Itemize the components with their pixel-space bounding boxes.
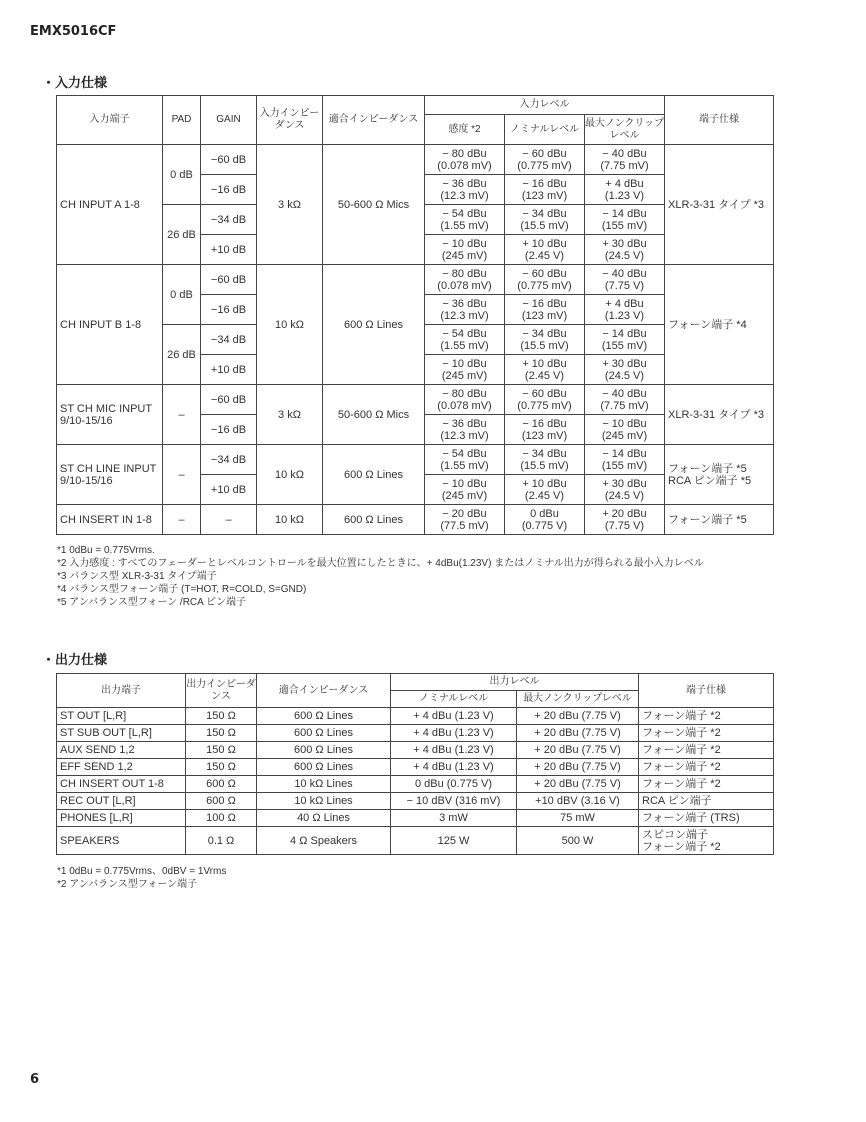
note: *1 0dBu = 0.775Vrms、0dBV = 1Vrms	[57, 866, 227, 877]
nominal-cell: + 10 dBu (2.45 V)	[505, 235, 585, 265]
nominal-cell: + 10 dBu (2.45 V)	[505, 475, 585, 505]
max-cell: − 14 dBu (155 mV)	[585, 205, 665, 235]
nominal-level: − 10 dBV (316 mV)	[391, 793, 517, 810]
table-row	[57, 445, 774, 475]
header-pad: PAD	[163, 96, 201, 145]
max-cell: + 30 dBu (24.5 V)	[585, 475, 665, 505]
suitable-impedance: 10 kΩ Lines	[257, 776, 391, 793]
header-output-terminal: 出力端子	[57, 674, 186, 708]
gain-value: +10 dB	[201, 475, 257, 505]
output-spec-table	[56, 673, 774, 855]
sensitivity-cell: − 80 dBu (0.078 mV)	[425, 265, 505, 295]
output-name: PHONES [L,R]	[57, 810, 186, 827]
max-cell: − 10 dBu (245 mV)	[585, 415, 665, 445]
impedance-value: 3 kΩ	[257, 145, 323, 265]
suitable-impedance: 600 Ω Lines	[257, 725, 391, 742]
connector: フォーン端子 *2	[639, 708, 774, 725]
sensitivity-cell: − 10 dBu (245 mV)	[425, 235, 505, 265]
nominal-level: 125 W	[391, 827, 517, 855]
output-impedance: 150 Ω	[186, 708, 257, 725]
header-output-impedance: 出力インピーダンス	[186, 674, 257, 708]
gain-value: −16 dB	[201, 415, 257, 445]
max-cell: + 30 dBu (24.5 V)	[585, 235, 665, 265]
header-suitable-impedance: 適合インピーダンス	[323, 96, 425, 145]
max-level: + 20 dBu (7.75 V)	[517, 742, 639, 759]
output-section-title: ・出力仕様	[42, 653, 108, 668]
impedance-value: 10 kΩ	[257, 445, 323, 505]
terminal-name: CH INPUT A 1-8	[57, 145, 163, 265]
nominal-cell: − 60 dBu (0.775 mV)	[505, 145, 585, 175]
max-level: + 20 dBu (7.75 V)	[517, 759, 639, 776]
table-row	[57, 810, 774, 827]
nominal-level: + 4 dBu (1.23 V)	[391, 725, 517, 742]
connector: RCA ピン端子	[639, 793, 774, 810]
header-nominal: ノミナルレベル	[391, 691, 517, 708]
table-row	[57, 793, 774, 810]
sensitivity-cell: − 54 dBu (1.55 mV)	[425, 445, 505, 475]
connector: フォーン端子 *2	[639, 742, 774, 759]
table-row	[57, 385, 774, 415]
gain-value: −34 dB	[201, 445, 257, 475]
terminal-name: ST CH LINE INPUT 9/10-15/16	[57, 445, 163, 505]
gain-value: −60 dB	[201, 265, 257, 295]
suitable-impedance-value: 600 Ω Lines	[323, 505, 425, 535]
input-section-title: ・入力仕様	[42, 76, 108, 91]
nominal-cell: + 10 dBu (2.45 V)	[505, 355, 585, 385]
max-level: + 20 dBu (7.75 V)	[517, 725, 639, 742]
model-name: EMX5016CF	[30, 24, 117, 39]
header-connector: 端子仕様	[665, 96, 774, 145]
header-nominal: ノミナルレベル	[505, 115, 585, 145]
gain-value: –	[201, 505, 257, 535]
connector-value: フォーン端子 *4	[665, 265, 774, 385]
nominal-cell: − 34 dBu (15.5 mV)	[505, 445, 585, 475]
suitable-impedance: 40 Ω Lines	[257, 810, 391, 827]
max-level: 75 mW	[517, 810, 639, 827]
nominal-cell: − 16 dBu (123 mV)	[505, 295, 585, 325]
connector-value: フォーン端子 *5 RCA ピン端子 *5	[665, 445, 774, 505]
terminal-name: ST CH MIC INPUT 9/10-15/16	[57, 385, 163, 445]
note: *2 アンバランス型フォーン端子	[57, 879, 198, 890]
max-level: 500 W	[517, 827, 639, 855]
nominal-cell: − 34 dBu (15.5 mV)	[505, 205, 585, 235]
max-cell: − 40 dBu (7.75 V)	[585, 265, 665, 295]
pad-value: –	[163, 385, 201, 445]
note: *3 バランス型 XLR-3-31 タイプ端子	[57, 571, 217, 582]
nominal-cell: − 34 dBu (15.5 mV)	[505, 325, 585, 355]
max-level: + 20 dBu (7.75 V)	[517, 776, 639, 793]
connector: スピコン端子 フォーン端子 *2	[639, 827, 774, 855]
pad-value: 26 dB	[163, 205, 201, 265]
note: *1 0dBu = 0.775Vrms.	[57, 545, 155, 556]
header-max-nonclip: 最大ノンクリップレベル	[585, 115, 665, 145]
sensitivity-cell: − 36 dBu (12.3 mV)	[425, 415, 505, 445]
pad-value: 26 dB	[163, 325, 201, 385]
output-impedance: 150 Ω	[186, 725, 257, 742]
sensitivity-cell: − 54 dBu (1.55 mV)	[425, 325, 505, 355]
impedance-value: 10 kΩ	[257, 505, 323, 535]
connector-value: XLR-3-31 タイプ *3	[665, 145, 774, 265]
nominal-level: + 4 dBu (1.23 V)	[391, 708, 517, 725]
nominal-cell: − 60 dBu (0.775 mV)	[505, 265, 585, 295]
table-row	[57, 145, 774, 175]
output-impedance: 150 Ω	[186, 742, 257, 759]
header-gain: GAIN	[201, 96, 257, 145]
pad-value: –	[163, 505, 201, 535]
max-cell: − 40 dBu (7.75 mV)	[585, 385, 665, 415]
max-cell: − 14 dBu (155 mV)	[585, 325, 665, 355]
header-input-terminal: 入力端子	[57, 96, 163, 145]
note: *4 バランス型フォーン端子 (T=HOT, R=COLD, S=GND)	[57, 584, 307, 595]
pad-value: 0 dB	[163, 145, 201, 205]
connector-value: XLR-3-31 タイプ *3	[665, 385, 774, 445]
table-row	[57, 827, 774, 855]
gain-value: +10 dB	[201, 355, 257, 385]
table-row	[57, 759, 774, 776]
max-level: +10 dBV (3.16 V)	[517, 793, 639, 810]
pad-value: –	[163, 445, 201, 505]
output-name: EFF SEND 1,2	[57, 759, 186, 776]
output-name: ST SUB OUT [L,R]	[57, 725, 186, 742]
max-cell: + 30 dBu (24.5 V)	[585, 355, 665, 385]
sensitivity-cell: − 10 dBu (245 mV)	[425, 355, 505, 385]
header-max-nonclip: 最大ノンクリップレベル	[517, 691, 639, 708]
header-input-impedance: 入力インピーダンス	[257, 96, 323, 145]
suitable-impedance: 600 Ω Lines	[257, 742, 391, 759]
nominal-cell: − 16 dBu (123 mV)	[505, 415, 585, 445]
output-notes	[57, 865, 226, 891]
note: *5 アンバランス型フォーン /RCA ピン端子	[57, 597, 247, 608]
nominal-level: 3 mW	[391, 810, 517, 827]
header-suitable-impedance: 適合インピーダンス	[257, 674, 391, 708]
sensitivity-cell: − 80 dBu (0.078 mV)	[425, 145, 505, 175]
max-level: + 20 dBu (7.75 V)	[517, 708, 639, 725]
gain-value: −34 dB	[201, 325, 257, 355]
max-cell: + 20 dBu (7.75 V)	[585, 505, 665, 535]
output-name: SPEAKERS	[57, 827, 186, 855]
suitable-impedance-value: 50-600 Ω Mics	[323, 385, 425, 445]
table-row	[57, 776, 774, 793]
gain-value: −16 dB	[201, 175, 257, 205]
suitable-impedance-value: 600 Ω Lines	[323, 265, 425, 385]
output-impedance: 100 Ω	[186, 810, 257, 827]
connector: フォーン端子 (TRS)	[639, 810, 774, 827]
connector: フォーン端子 *2	[639, 776, 774, 793]
impedance-value: 10 kΩ	[257, 265, 323, 385]
output-name: AUX SEND 1,2	[57, 742, 186, 759]
suitable-impedance: 600 Ω Lines	[257, 708, 391, 725]
table-row	[57, 725, 774, 742]
output-name: ST OUT [L,R]	[57, 708, 186, 725]
sensitivity-cell: − 36 dBu (12.3 mV)	[425, 175, 505, 205]
max-cell: − 14 dBu (155 mV)	[585, 445, 665, 475]
nominal-cell: − 60 dBu (0.775 mV)	[505, 385, 585, 415]
suitable-impedance-value: 50-600 Ω Mics	[323, 145, 425, 265]
note: *2 入力感度 : すべてのフェーダーとレベルコントロールを最大位置にしたときに、+ 4dBu(1.23V) またはノミナル出力が得られる最小入力レベル	[57, 558, 704, 569]
output-impedance: 600 Ω	[186, 793, 257, 810]
output-impedance: 150 Ω	[186, 759, 257, 776]
output-name: CH INSERT OUT 1-8	[57, 776, 186, 793]
input-spec-table	[56, 95, 774, 535]
table-row	[57, 265, 774, 295]
suitable-impedance: 4 Ω Speakers	[257, 827, 391, 855]
sensitivity-cell: − 20 dBu (77.5 mV)	[425, 505, 505, 535]
table-row	[57, 505, 774, 535]
gain-value: −60 dB	[201, 385, 257, 415]
connector-value: フォーン端子 *5	[665, 505, 774, 535]
suitable-impedance-value: 600 Ω Lines	[323, 445, 425, 505]
header-output-level: 出力レベル	[391, 674, 639, 691]
nominal-cell: 0 dBu (0.775 V)	[505, 505, 585, 535]
input-notes	[57, 544, 704, 609]
gain-value: −16 dB	[201, 295, 257, 325]
output-impedance: 0.1 Ω	[186, 827, 257, 855]
max-cell: + 4 dBu (1.23 V)	[585, 295, 665, 325]
nominal-cell: − 16 dBu (123 mV)	[505, 175, 585, 205]
output-impedance: 600 Ω	[186, 776, 257, 793]
impedance-value: 3 kΩ	[257, 385, 323, 445]
output-header-row	[57, 674, 774, 691]
suitable-impedance: 10 kΩ Lines	[257, 793, 391, 810]
gain-value: −60 dB	[201, 145, 257, 175]
sensitivity-cell: − 36 dBu (12.3 mV)	[425, 295, 505, 325]
header-connector: 端子仕様	[639, 674, 774, 708]
sensitivity-cell: − 54 dBu (1.55 mV)	[425, 205, 505, 235]
connector: フォーン端子 *2	[639, 725, 774, 742]
gain-value: −34 dB	[201, 205, 257, 235]
gain-value: +10 dB	[201, 235, 257, 265]
sensitivity-cell: − 10 dBu (245 mV)	[425, 475, 505, 505]
input-header-row	[57, 96, 774, 115]
connector: フォーン端子 *2	[639, 759, 774, 776]
sensitivity-cell: − 80 dBu (0.078 mV)	[425, 385, 505, 415]
output-name: REC OUT [L,R]	[57, 793, 186, 810]
terminal-name: CH INSERT IN 1-8	[57, 505, 163, 535]
max-cell: − 40 dBu (7.75 mV)	[585, 145, 665, 175]
table-row	[57, 742, 774, 759]
max-cell: + 4 dBu (1.23 V)	[585, 175, 665, 205]
nominal-level: 0 dBu (0.775 V)	[391, 776, 517, 793]
nominal-level: + 4 dBu (1.23 V)	[391, 759, 517, 776]
page-number: 6	[30, 1072, 40, 1087]
table-row	[57, 708, 774, 725]
nominal-level: + 4 dBu (1.23 V)	[391, 742, 517, 759]
terminal-name: CH INPUT B 1-8	[57, 265, 163, 385]
header-input-level: 入力レベル	[425, 96, 665, 115]
pad-value: 0 dB	[163, 265, 201, 325]
suitable-impedance: 600 Ω Lines	[257, 759, 391, 776]
header-sensitivity: 感度 *2	[425, 115, 505, 145]
